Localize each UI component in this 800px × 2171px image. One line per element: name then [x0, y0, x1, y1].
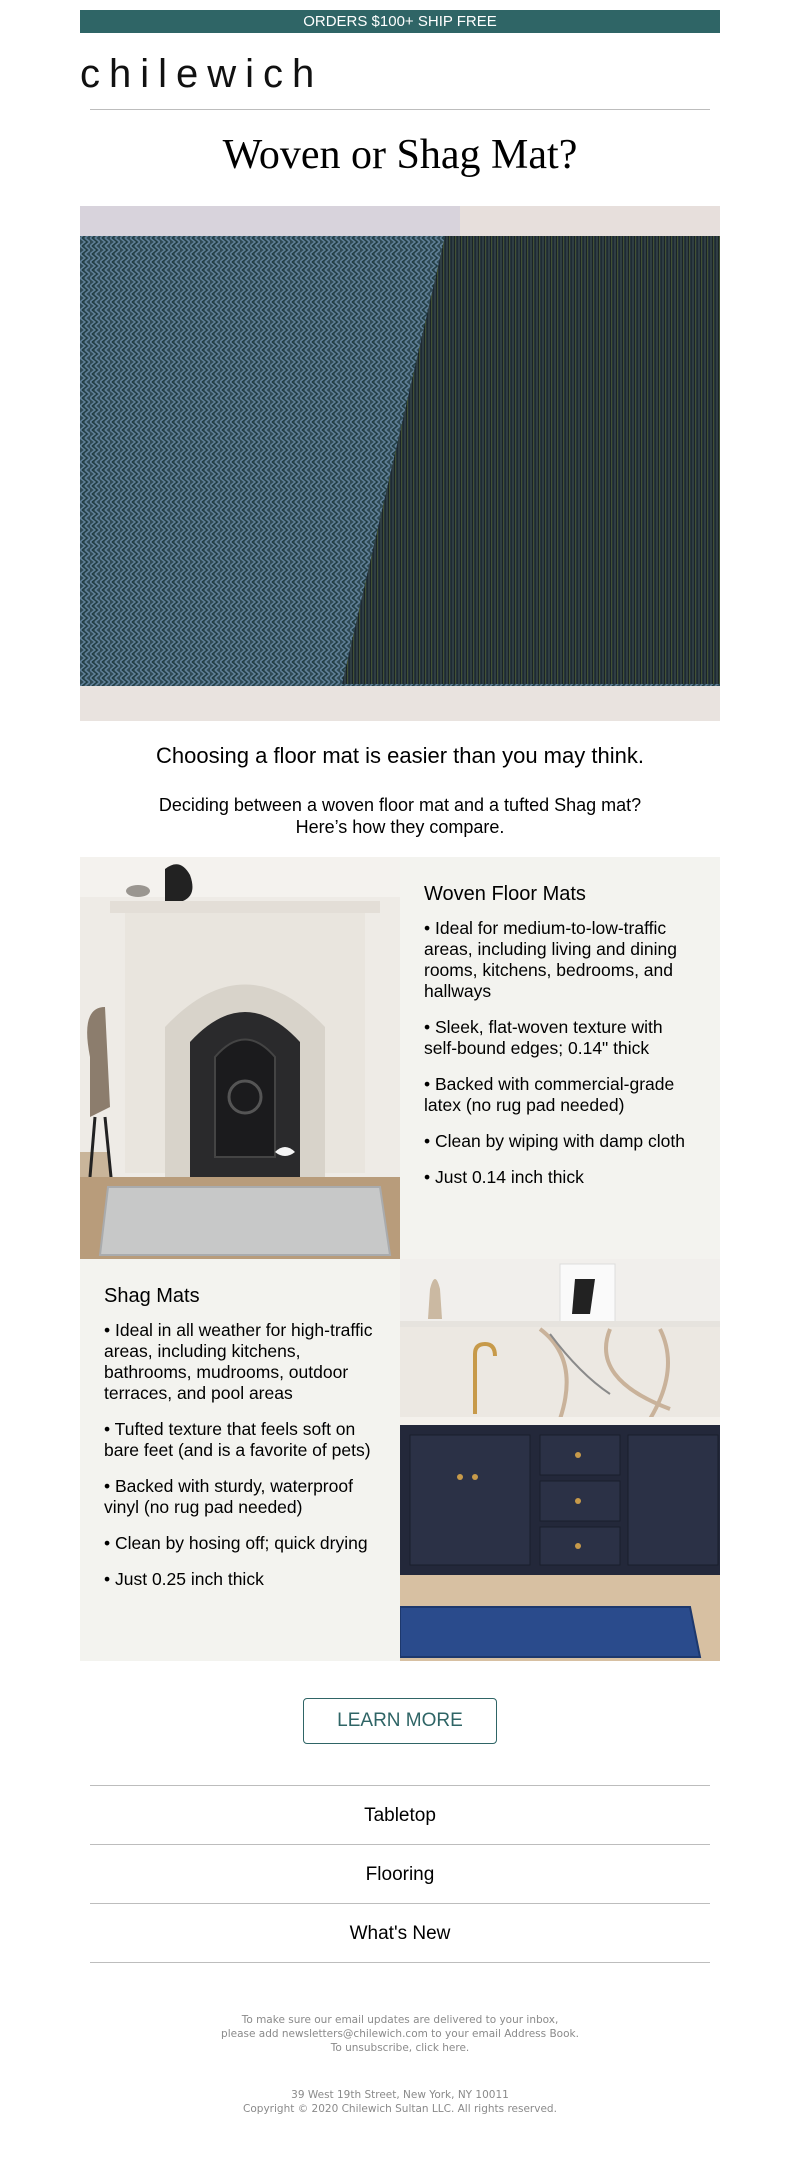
nav-divider [90, 1844, 710, 1845]
shag-mats-title: Shag Mats [104, 1285, 200, 1307]
nav-divider [90, 1785, 710, 1786]
subhead: Choosing a floor mat is easier than you may think. [156, 743, 644, 768]
list-item: • Tufted texture that feels soft on bare feet (and is a favorite of pets) [104, 1419, 371, 1460]
kitchen-photo-icon [400, 1259, 720, 1661]
hero-image[interactable] [80, 206, 720, 721]
nav-link-flooring[interactable]: Flooring [365, 1864, 435, 1885]
fireplace-photo-icon [80, 857, 400, 1259]
copyright: Copyright © 2020 Chilewich Sultan LLC. All rights reserved. [243, 2103, 557, 2115]
learn-more-button[interactable]: LEARN MORE [303, 1698, 497, 1744]
kitchen-shag-mat-image[interactable] [400, 1259, 720, 1661]
company-info [80, 2088, 720, 2116]
woven-mats-list [424, 918, 696, 1188]
notice-line-2[interactable]: please add newsletters@chilewich.com to your email Address Book. [221, 2028, 579, 2040]
nav-divider [90, 1962, 710, 1963]
shag-mats-panel [80, 1259, 400, 1661]
list-item: • Backed with sturdy, waterproof vinyl (no rug pad needed) [104, 1476, 353, 1517]
intro-text [80, 794, 720, 838]
woven-and-shag-mat-photo [80, 206, 720, 721]
list-item: • Just 0.14 inch thick [424, 1167, 584, 1187]
woven-mats-panel [400, 857, 720, 1259]
intro-line-1: Deciding between a woven floor mat and a tufted Shag mat? [158, 795, 642, 815]
list-item: • Just 0.25 inch thick [104, 1569, 264, 1589]
free-shipping-banner[interactable] [80, 10, 720, 33]
list-item: • Ideal in all weather for high-traffic areas, including kitchens, bathrooms, mudrooms, outdoor terraces, and pool areas [104, 1320, 373, 1403]
unsubscribe-link[interactable]: To unsubscribe, click here. [330, 2042, 470, 2054]
list-item: • Clean by wiping with damp cloth [424, 1131, 685, 1151]
shag-mats-list [104, 1320, 376, 1590]
intro-line-2: Here’s how they compare. [295, 817, 505, 837]
header-divider [90, 109, 710, 110]
free-shipping-text: ORDERS $100+ SHIP FREE [303, 13, 497, 30]
list-item: • Backed with commercial-grade latex (no rug pad needed) [424, 1074, 675, 1115]
list-item: • Sleek, flat-woven texture with self-bound edges; 0.14" thick [424, 1017, 663, 1058]
chilewich-logo[interactable]: chilewich [80, 52, 324, 96]
list-item: • Clean by hosing off; quick drying [104, 1533, 368, 1553]
list-item: • Ideal for medium-to-low-traffic areas, including living and dining rooms, kitchens, bedrooms, and hallways [424, 918, 677, 1001]
email-delivery-notice [80, 2013, 720, 2055]
notice-line-1: To make sure our email updates are delivered to your inbox, [241, 2014, 559, 2026]
company-address: 39 West 19th Street, New York, NY 10011 [291, 2089, 509, 2101]
fireplace-woven-mat-image[interactable] [80, 857, 400, 1259]
woven-mats-title: Woven Floor Mats [424, 883, 586, 905]
nav-divider [90, 1903, 710, 1904]
nav-link-tabletop[interactable]: Tabletop [364, 1805, 436, 1826]
page-title: Woven or Shag Mat? [222, 132, 578, 178]
nav-link-whats-new[interactable]: What's New [349, 1923, 451, 1944]
